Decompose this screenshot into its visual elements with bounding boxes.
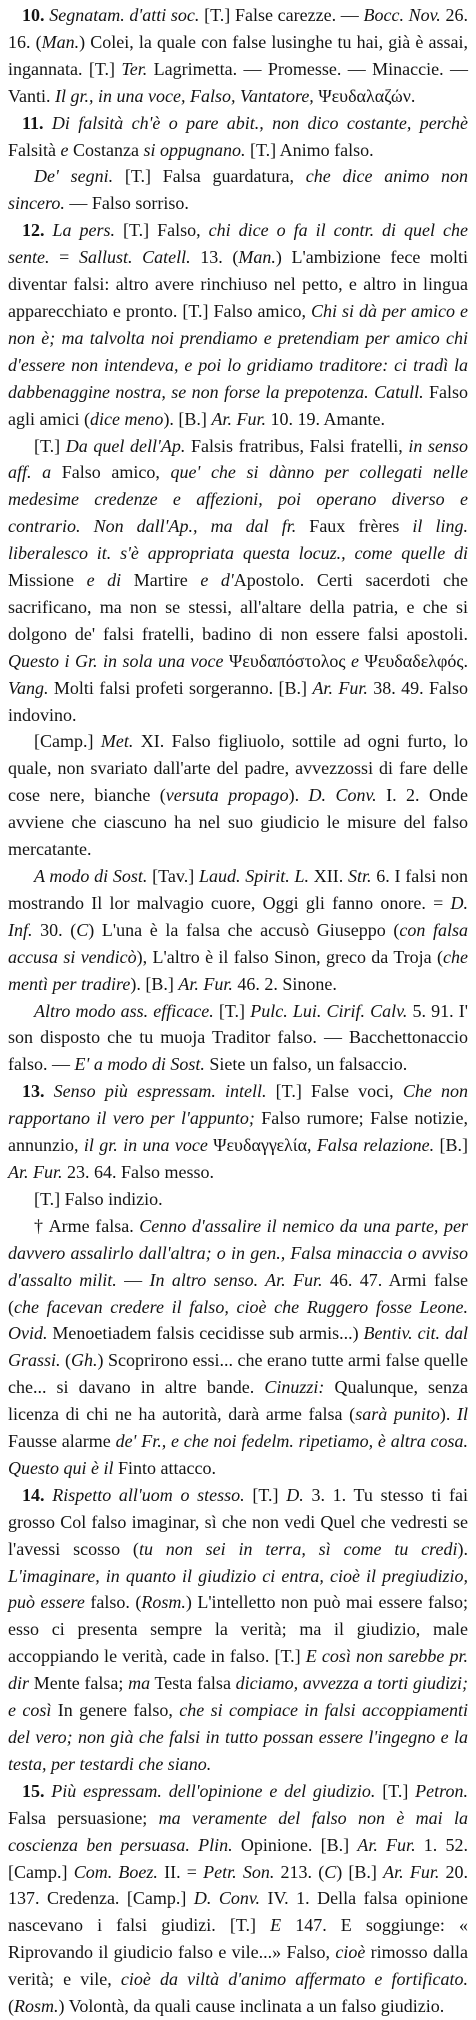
- entry-paragraph-8: Altro modo ass. efficace. [T.] Pulc. Lui. Cirif. Calv. 5. 91. I' son disposto che tu muoja Traditor falso. — Bacchettonaccio falso. — E' a modo di Sost. Siete un falso, un falsaccio.: [8, 1000, 469, 1075]
- entry-paragraph-5: [T.] Da quel dell'Ap. Falsis fratribus, Falsi fratelli, in senso aff. a Falso amico, que' che si dànno per collegati nelle medesime credenze e affezioni, poi operano diverso e contrario. Non dall'Ap., ma dal fr. Faux frères il ling. liberalesco it. s'è appropriata questa locuz., come quelle di Missione e di Martire e d'Apostolo. Certi sacerdoti che sacrificano, ma non se stessi, all'altare della patria, e che si dolgono de' falsi fratelli, badino di non essere falsi apostoli. Questo i Gr. in sola una voce Ψευδαπόστολος e Ψευδαδελφός. Vang. Molti falsi profeti sorgeranno. [B.] Ar. Fur. 38. 49. Falso indovino.: [8, 435, 469, 725]
- entry-paragraph-12: 14. Rispetto all'uom o stesso. [T.] D. 3. 1. Tu stesso ti fai grosso Col falso imaginar, sì che non vedi Quel che vedresti se l'avessi scosso (tu non sei in terra, sì come tu credi). L'imaginare, in quanto il giudizio ci entra, cioè il pregiudizio, può essere falso. (Rosm.) L'intelletto non può mai essere falso; esso ci presenta sempre la verità; ma il giudizio, male accoppiando le verità, cade in falso. [T.] E così non sarebbe pr. dir Mente falsa; ma Testa falsa diciamo, avvezza a torti giudizi; e così In genere falso, che si compiace in falsi accoppiamenti del vero; non già che falsi in tutto possan essere l'ingegno e la testa, per testardi che siano.: [8, 1484, 469, 1774]
- entry-paragraph-1: 10. Segnatam. d'atti soc. [T.] False carezze. — Bocc. Nov. 26. 16. (Man.) Colei, la quale con false lusinghe tu hai, già è assai, ingannata. [T.] Ter. Lagrimetta. — Promesse. — Minaccie. — Vanti. Il gr., in una voce, Falso, Vantatore, Ψευδαλαζών.: [8, 5, 469, 106]
- entry-paragraph-13: 15. Più espressam. dell'opinione e del giudizio. [T.] Petron. Falsa persuasione; ma veramente del falso non è mai la coscienza ben persuasa. Plin. Opinione. [B.] Ar. Fur. 1. 52. [Camp.] Com. Boez. II. = Petr. Son. 213. (C) [B.] Ar. Fur. 20. 137. Credenza. [Camp.] D. Conv. IV. 1. Della falsa opinione nascevano i falsi giudizi. [T.] E 147. E soggiunge: « Riprovando il giudicio falso e vile...» Falso, cioè rimosso dalla verità; e vile, cioè da viltà d'animo affermato e fortificato. (Rosm.) Volontà, da quali cause inclinata a un falso giudizio.: [8, 1780, 469, 2017]
- entry-paragraph-9: 13. Senso più espressam. intell. [T.] False voci, Che non rapportano il vero per l'appunto; Falso rumore; False notizie, annunzio, il gr. in una voce Ψευδαγγελία, Falsa relazione. [B.] Ar. Fur. 23. 64. Falso messo.: [8, 1081, 469, 1182]
- entry-paragraph-2: 11. Di falsità ch'è o pare abit., non dico costante, perchè Falsità e Costanza si oppugnano. [T.] Animo falso.: [8, 112, 468, 160]
- entry-paragraph-10: [T.] Falso indizio.: [34, 1188, 163, 1209]
- entry-paragraph-3: De' segni. [T.] Falsa guardatura, che dice animo non sincero. — Falso sorriso.: [8, 166, 468, 214]
- entry-paragraph-4: 12. La pers. [T.] Falso, chi dice o fa il contr. di quel che sente. = Sallust. Catell. 13. (Man.) L'ambizione fece molti diventar falsi: altro avere rinchiuso nel petto, e altro in lingua apparecchiato e pronto. [T.] Falso amico, Chi si dà per amico e non è; ma talvolta noi prendiamo e pretendiam per amico chi d'essere non intendeva, e poi lo gridiamo traditore: ci tradì la dabbenaggine nostra, se non forse la prepotenza. Catull. Falso agli amici (dice meno). [B.] Ar. Fur. 10. 19. Amante.: [8, 220, 469, 429]
- entry-paragraph-6: [Camp.] Met. XI. Falso figliuolo, sottile ad ogni furto, lo quale, non svariato dall'arte del padre, avvezzossi di fare delle cose nere, bianche (versuta propago). D. Conv. I. 2. Onde avviene che ciascuno ha nel suo giudicio le misure del falso mercatante.: [8, 731, 469, 860]
- entry-paragraph-11: † Arme falsa. Cenno d'assalire il nemico da una parte, per davvero assalirlo dall'altra; o in gen., Falsa minaccia o avviso d'assalto milit. — In altro senso. Ar. Fur. 46. 47. Armi false (che facevan credere il falso, cioè che Ruggero fosse Leone. Ovid. Menoetiadem falsis cecidisse sub armis...) Bentiv. cit. dal Grassi. (Gh.) Scoprirono essi... che erano tutte armi false quelle che... si davano in altre bande. Cinuzzi: Qualunque, senza licenza di chi ne ha autorità, darà arme falsa (sarà punito). Il Fausse alarme de' Fr., e che noi fedelm. ripetiamo, è altra cosa. Questo qui è il Finto attacco.: [8, 1215, 469, 1478]
- entry-paragraph-7: A modo di Sost. [Tav.] Laud. Spirit. L. XII. Str. 6. I falsi non mostrando Il lor malvagio cuore, Oggi gli fanno onore. = D. Inf. 30. (C) L'una è la falsa che accusò Giuseppo (con falsa accusa si vendicò), L'altro è il falso Sinon, greco da Troja (che mentì per tradire). [B.] Ar. Fur. 46. 2. Sinone.: [8, 866, 469, 994]
- dictionary-text-column: [8, 2, 468, 2020]
